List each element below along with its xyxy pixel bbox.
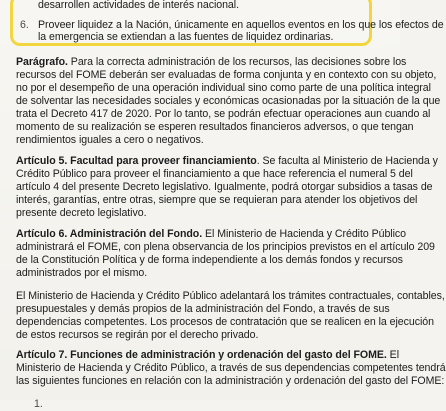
- article-6-p2-line: de estos recursos se regirán por el derecho privado.: [16, 329, 259, 341]
- article-5-line: interés, garantías, entre otras, siempre que se requieran para atender los objetivos del: [16, 194, 418, 206]
- paragrafo-line: trata el Decreto 417 de 2020. Por lo tanto, se podrán efectuar operaciones aun cuando al: [16, 108, 431, 120]
- item-5-tail: desarrollen actividades de interés nacional.: [38, 0, 239, 11]
- item-6-number: 6.: [20, 19, 29, 31]
- article-6-line: administrará el FOME, con plena observancia de los principios previstos en el artículo 209: [16, 241, 435, 253]
- article-5-line: artículo 4 del presente Decreto legislativo. Igualmente, podrá otorgar subsidios a tasas de: [16, 181, 433, 193]
- article-5-line: presente decreto legislativo.: [16, 207, 147, 219]
- article-5-heading: Artículo 5. Facultad para proveer financiamiento: [16, 155, 257, 167]
- article-6-line: administrados por el mismo.: [16, 267, 148, 279]
- article-6-p2-line: dependencias competentes. Los procesos de contratación que se realicen en la ejecución: [16, 316, 434, 328]
- paragrafo-line: [16, 56, 406, 69]
- paragrafo-line: recursos del FOME deberán ser evaluadas de forma conjunta y en contexto con su objeto,: [16, 69, 437, 81]
- article-6-p2-line: El Ministerio de Hacienda y Crédito Público adelantará los trámites contractuales, contables,: [16, 290, 445, 302]
- item-number: 1.: [34, 398, 43, 410]
- item-6-line: Proveer liquidez a la Nación, únicamente en aquellos eventos en los que los efectos de: [38, 19, 444, 31]
- article-6-line: de la Constitución Política y de forma independiente a los demás fondos y recursos: [16, 254, 403, 266]
- article-6-text: El Ministerio de Hacienda y Crédito Público: [202, 228, 406, 240]
- article-6-p2-line: presupuestales y demás propios de la administración del Fondo, a través de sus: [16, 303, 390, 315]
- article-5-text: . Se faculta al Ministerio de Hacienda y: [256, 155, 438, 167]
- paragrafo-text: Para la correcta administración de los recursos, las decisiones sobre los: [67, 56, 407, 68]
- paragrafo-line: de solventar las necesidades sociales y económicas ocasionadas por la situación de la que: [16, 95, 441, 107]
- article-6-line: [16, 228, 406, 241]
- paragrafo-heading: Parágrafo.: [16, 56, 68, 68]
- article-5-line: Crédito Público para proveer el financiamiento a que hace referencia el numeral 5 del: [16, 168, 413, 180]
- article-7-text: El: [386, 349, 399, 361]
- paragrafo-line: no por el desempeño de una operación individual sino como parte de una política integral: [16, 82, 431, 94]
- paragrafo-line: momento de su realización se esperen resultados financieros adversos, o que tengan: [16, 121, 414, 133]
- paragrafo-line: rendimientos iguales a cero o negativos.: [16, 134, 204, 146]
- article-5-line: [16, 155, 438, 168]
- article-7-line: las siguientes funciones en relación con la administración y ordenación del gasto del FOME:: [16, 375, 445, 387]
- article-7-heading: Artículo 7. Funciones de administración y ordenación del gasto del FOME.: [16, 349, 387, 361]
- item-6-line: la emergencia se extiendan a las fuentes de liquidez ordinarias.: [38, 31, 334, 43]
- article-7-line: Ministerio de Hacienda y Crédito Público, a través de sus dependencias competentes tendrá: [16, 362, 446, 374]
- article-6-heading: Artículo 6. Administración del Fondo.: [16, 228, 203, 240]
- article-7-line: [16, 349, 399, 362]
